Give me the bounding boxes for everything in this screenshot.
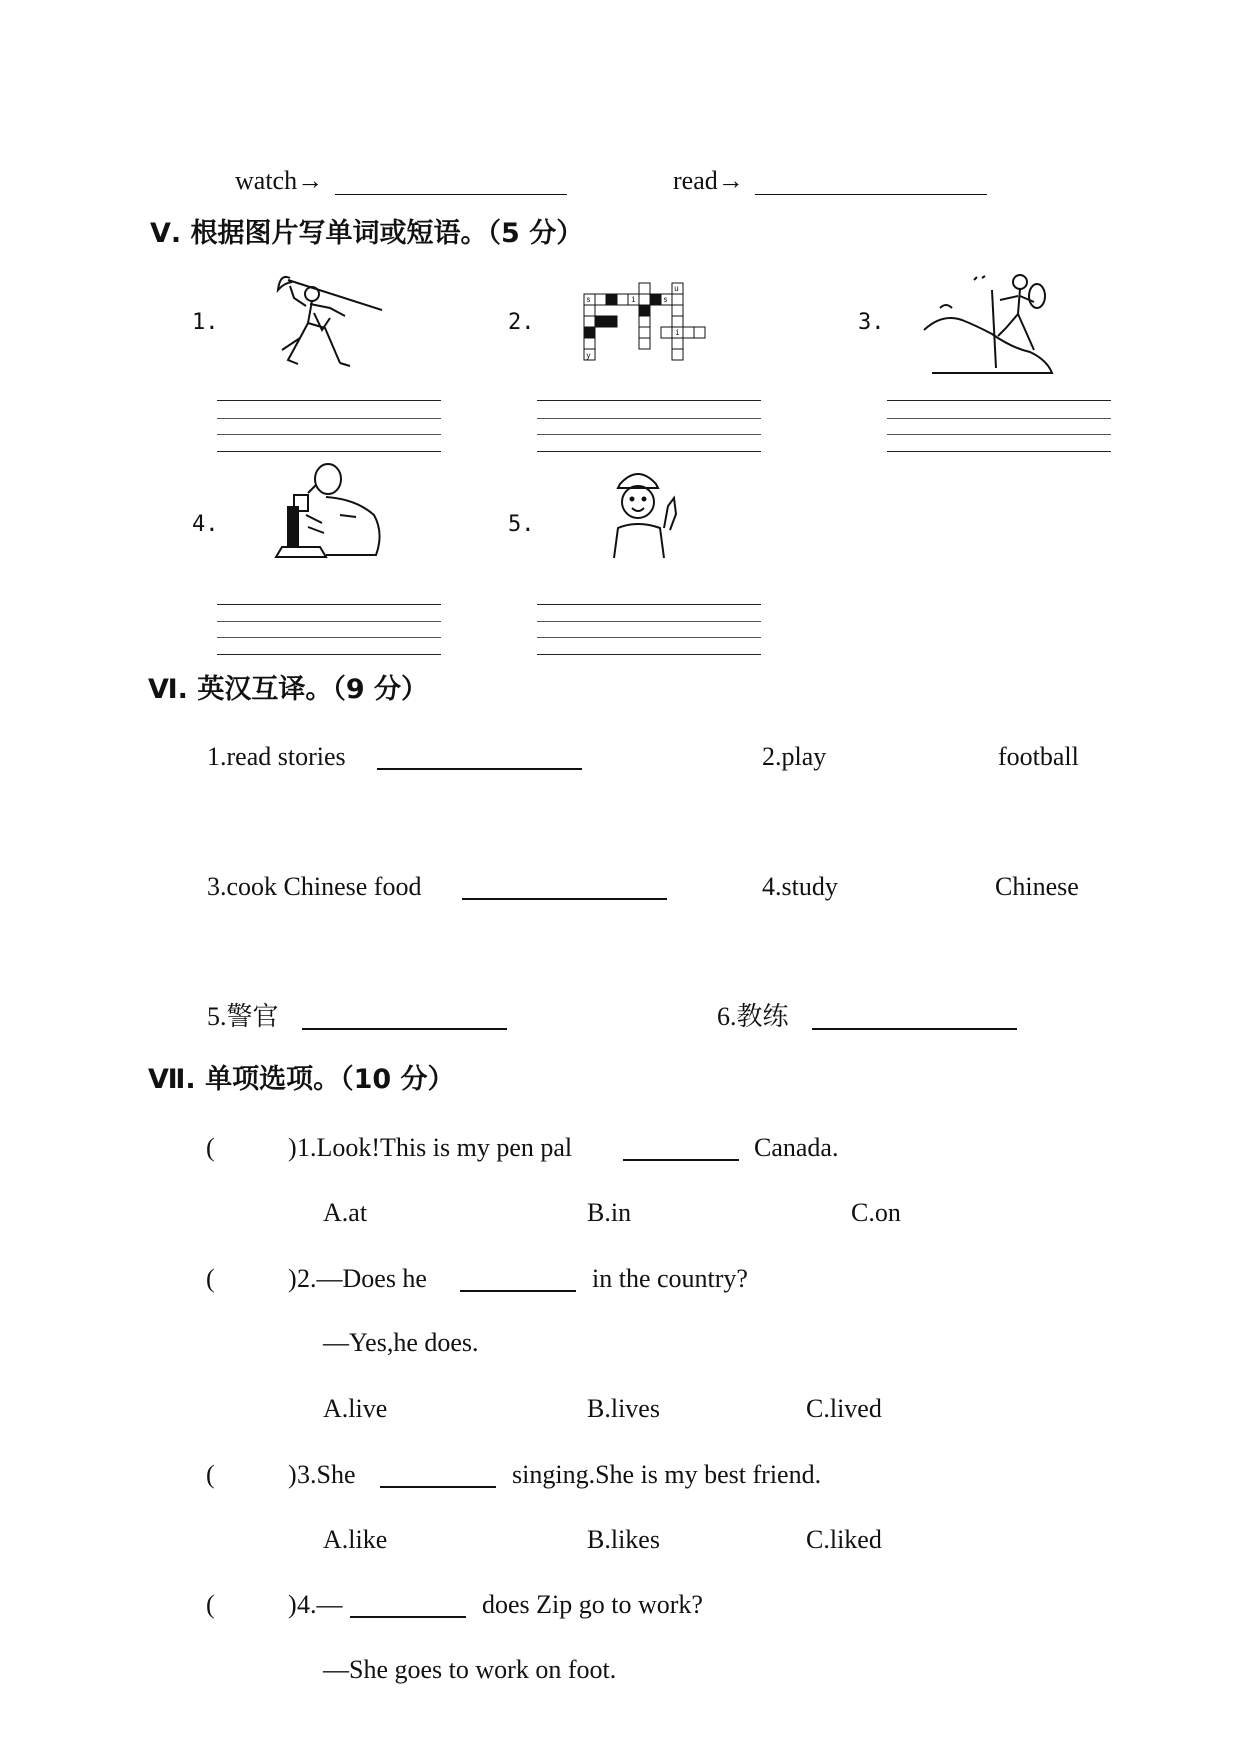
question-blank[interactable] <box>350 1616 466 1618</box>
option-b[interactable]: B.lives <box>587 1394 660 1423</box>
question-blank[interactable] <box>623 1159 739 1161</box>
answer-paren-close: ) <box>288 1590 297 1619</box>
translate-item-5: 5.警官 <box>207 1002 279 1031</box>
translate-answer-1[interactable] <box>377 768 582 770</box>
answer-paren-close: ) <box>288 1133 297 1162</box>
option-a[interactable]: A.at <box>323 1198 368 1227</box>
question-text: 1.Look!This is my pen pal <box>297 1133 573 1162</box>
worker-hardhat-icon <box>604 464 686 560</box>
translate-item-1: 1.read stories <box>207 742 346 771</box>
question-suffix: Canada. <box>754 1133 839 1162</box>
crossword-letter: s <box>586 295 591 304</box>
question-suffix: singing.She is my best friend. <box>512 1460 822 1489</box>
crossword-puzzle-icon <box>584 282 708 364</box>
translate-answer-3[interactable] <box>462 898 667 900</box>
answer-paren-open[interactable]: ( <box>206 1264 215 1293</box>
answer-paren-open[interactable]: ( <box>206 1133 215 1162</box>
question-suffix: in the country? <box>592 1264 748 1293</box>
translate-item-4-word: Chinese <box>995 872 1079 901</box>
crossword-letter: u <box>674 284 679 293</box>
translate-answer-6[interactable] <box>812 1028 1017 1030</box>
kungfu-figure-icon <box>270 268 385 376</box>
question-text: 2.—Does he <box>297 1264 427 1293</box>
crossword-letter: s <box>663 295 668 304</box>
item-number: 4. <box>192 512 219 537</box>
question-text: 4.— <box>297 1590 343 1619</box>
watch-answer-blank[interactable] <box>335 194 567 195</box>
crossword-letter: i <box>631 295 636 304</box>
question-blank[interactable] <box>460 1290 576 1292</box>
option-c[interactable]: C.liked <box>806 1525 882 1554</box>
question-text: 3.She <box>297 1460 356 1489</box>
answer-paren-close: ) <box>288 1264 297 1293</box>
answer-paren-close: ) <box>288 1460 297 1489</box>
section-6-title: Ⅵ. 英汉互译。（9 分） <box>148 674 429 705</box>
item-number: 5. <box>508 512 535 537</box>
answer-paren-open[interactable]: ( <box>206 1590 215 1619</box>
option-c[interactable]: C.on <box>851 1198 901 1227</box>
section-7-title: Ⅶ. 单项选项。（10 分） <box>148 1064 455 1095</box>
question-answer-line: —Yes,he does. <box>323 1328 479 1357</box>
hiker-climbing-icon <box>922 268 1057 376</box>
option-b[interactable]: B.likes <box>587 1525 660 1554</box>
option-a[interactable]: A.live <box>323 1394 388 1423</box>
option-a[interactable]: A.like <box>323 1525 388 1554</box>
item-number: 2. <box>508 310 535 335</box>
question-suffix: does Zip go to work? <box>482 1590 703 1619</box>
crossword-letter: y <box>586 351 591 360</box>
section-5-title: Ⅴ. 根据图片写单词或短语。（5 分） <box>150 218 584 249</box>
translate-answer-5[interactable] <box>302 1028 507 1030</box>
watch-label: watch→ <box>235 166 324 195</box>
option-c[interactable]: C.lived <box>806 1394 882 1423</box>
translate-item-2: 2.play <box>762 742 827 771</box>
scientist-microscope-icon <box>266 455 390 565</box>
item-number: 1. <box>192 310 219 335</box>
translate-item-3: 3.cook Chinese food <box>207 872 422 901</box>
read-label: read→ <box>673 166 744 195</box>
translate-item-6: 6.教练 <box>717 1002 789 1031</box>
crossword-letter: i <box>675 328 680 337</box>
item-number: 3. <box>858 310 885 335</box>
answer-paren-open[interactable]: ( <box>206 1460 215 1489</box>
translate-item-2-word: football <box>998 742 1079 771</box>
question-blank[interactable] <box>380 1486 496 1488</box>
translate-item-4: 4.study <box>762 872 838 901</box>
question-answer-line: —She goes to work on foot. <box>323 1655 617 1684</box>
option-b[interactable]: B.in <box>587 1198 632 1227</box>
read-answer-blank[interactable] <box>755 194 987 195</box>
